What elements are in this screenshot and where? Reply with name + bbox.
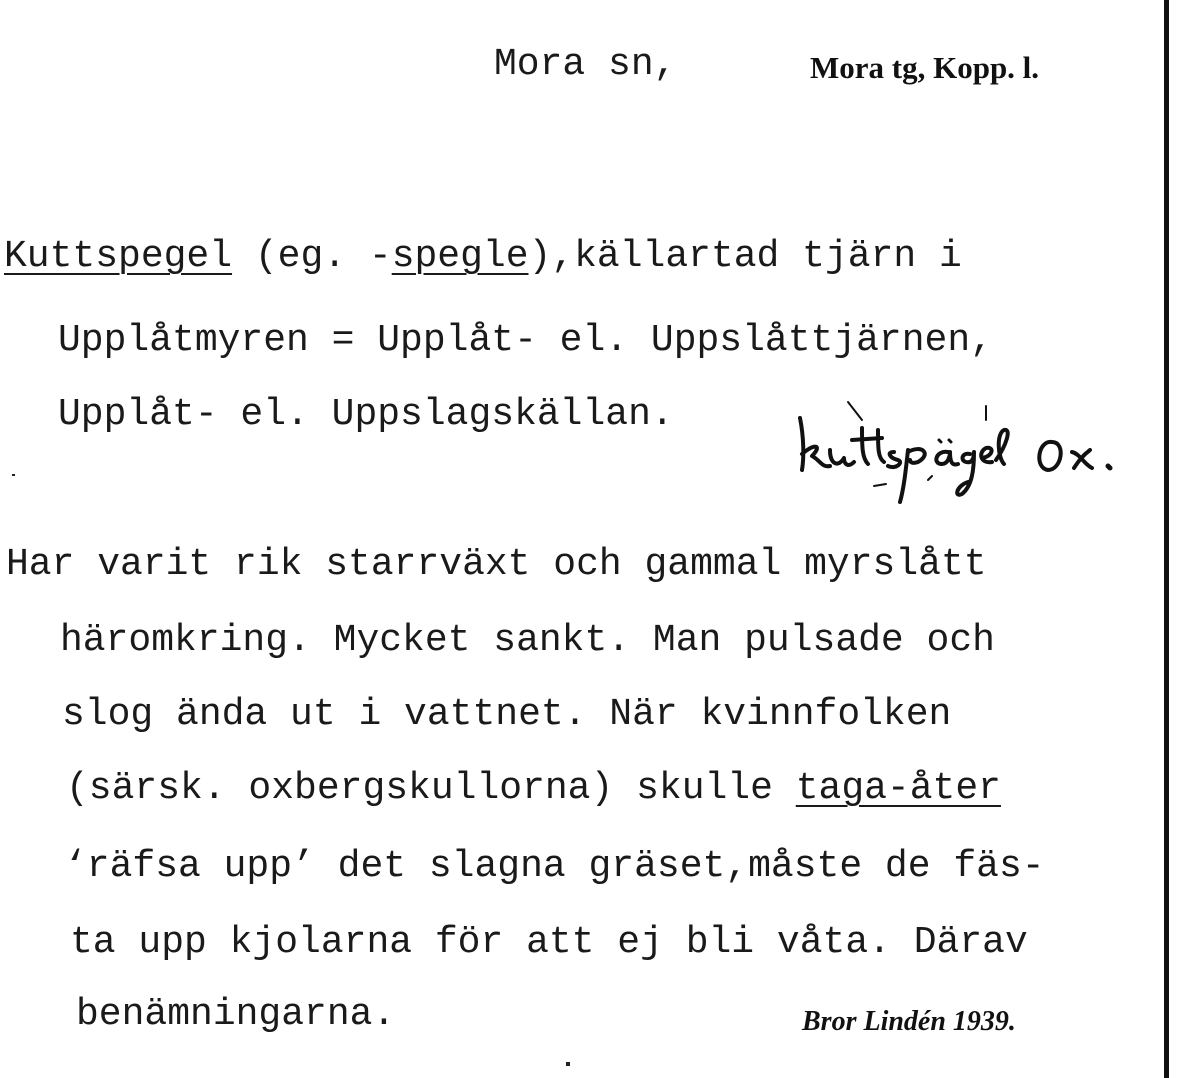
district-label: Mora tg, Kopp. l. bbox=[810, 50, 1040, 85]
author-signature-line: Bror Lindén 1939. bbox=[802, 1006, 1016, 1037]
entry-line-2: Upplåtmyren = Upplåt- el. Uppslåttjärnen, bbox=[58, 319, 993, 362]
body-line-1: Har varit rik starrväxt och gammal myrslått bbox=[6, 543, 987, 586]
body-line-4 bbox=[66, 767, 1001, 810]
body-line-4-a: (särsk. oxbergskullorna) skulle bbox=[66, 767, 796, 810]
scan-speck bbox=[12, 474, 15, 476]
scan-speck bbox=[566, 1062, 570, 1066]
card-right-border bbox=[1164, 0, 1169, 1078]
body-line-3: slog ända ut i vattnet. När kvinnfolken bbox=[62, 693, 952, 736]
body-line-7: benämningarna. bbox=[76, 993, 396, 1036]
dialect-term: taga-åter bbox=[795, 767, 1001, 810]
body-line-2: häromkring. Mycket sankt. Man pulsade och bbox=[60, 619, 995, 662]
headword-variant: spegle bbox=[391, 235, 529, 278]
entry-line-1-a: (eg. - bbox=[232, 235, 392, 278]
body-line-5: ‘räfsa upp’ det slagna gräset,måste de fäs- bbox=[64, 845, 1045, 888]
handwritten-annotation bbox=[782, 398, 1172, 508]
entry-line-1-b: ),källartad tjärn i bbox=[528, 235, 962, 278]
entry-line-3: Upplåt- el. Uppslagskällan. bbox=[58, 393, 674, 436]
parish-label: Mora sn, bbox=[494, 43, 677, 86]
body-line-6: ta upp kjolarna för att ej bli våta. Därav bbox=[70, 921, 1028, 964]
entry-line-1 bbox=[4, 235, 962, 278]
headword: Kuttspegel bbox=[4, 235, 233, 278]
